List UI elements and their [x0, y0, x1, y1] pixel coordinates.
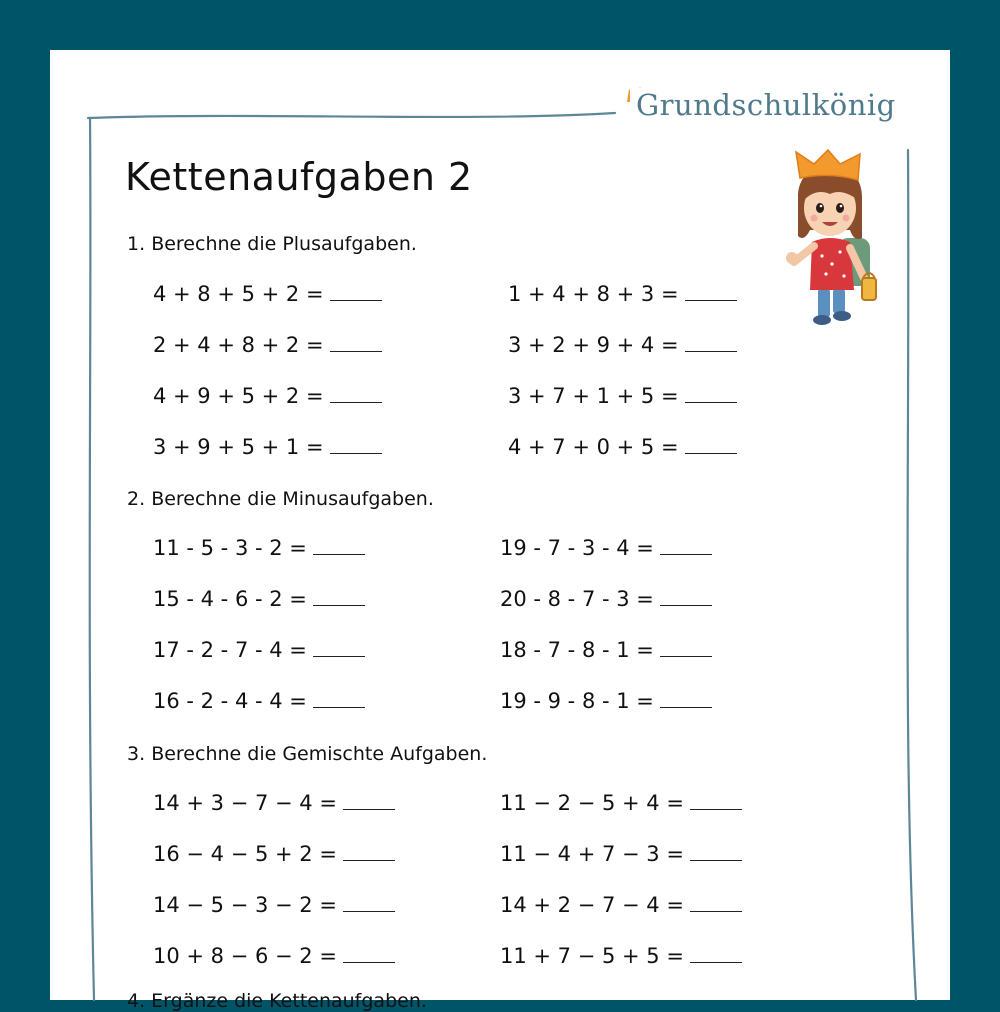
brand-logo-text: Grundschulkönig — [630, 88, 902, 122]
answer-blank[interactable] — [330, 350, 382, 352]
task-3-left-3: 14 − 5 − 3 − 2 = — [153, 893, 395, 917]
answer-blank[interactable] — [660, 604, 712, 606]
page-title: Kettenaufgaben 2 — [125, 155, 473, 199]
answer-blank[interactable] — [685, 299, 737, 301]
answer-blank[interactable] — [343, 808, 395, 810]
answer-blank[interactable] — [330, 299, 382, 301]
task-3-right-2: 11 − 4 + 7 − 3 = — [500, 842, 742, 866]
section-3-heading — [127, 743, 487, 765]
answer-blank[interactable] — [660, 553, 712, 555]
answer-blank[interactable] — [330, 401, 382, 403]
answer-blank[interactable] — [690, 808, 742, 810]
section-3-number: 3. — [127, 743, 146, 765]
section-2-heading-text: Berechne die Minusaufgaben. — [151, 488, 434, 510]
task-2-right-1: 19 - 7 - 3 - 4 = — [500, 536, 712, 560]
task-1-right-3: 3 + 7 + 1 + 5 = — [508, 384, 737, 408]
task-2-left-2: 15 - 4 - 6 - 2 = — [153, 587, 365, 611]
task-1-right-4: 4 + 7 + 0 + 5 = — [508, 435, 737, 459]
task-1-left-2: 2 + 4 + 8 + 2 = — [153, 333, 382, 357]
task-1-left-4: 3 + 9 + 5 + 1 = — [153, 435, 382, 459]
section-1-heading — [127, 233, 417, 255]
task-2-left-1: 11 - 5 - 3 - 2 = — [153, 536, 365, 560]
answer-blank[interactable] — [330, 452, 382, 454]
answer-blank[interactable] — [685, 350, 737, 352]
task-3-right-1: 11 − 2 − 5 + 4 = — [500, 791, 742, 815]
task-1-left-3: 4 + 9 + 5 + 2 = — [153, 384, 382, 408]
task-1-right-1: 1 + 4 + 8 + 3 = — [508, 282, 737, 306]
child-explorer-illustration-icon — [770, 150, 890, 330]
section-3-heading-text: Berechne die Gemischte Aufgaben. — [151, 743, 488, 765]
task-2-left-4: 16 - 2 - 4 - 4 = — [153, 689, 365, 713]
answer-blank[interactable] — [685, 452, 737, 454]
task-3-left-2: 16 − 4 − 5 + 2 = — [153, 842, 395, 866]
answer-blank[interactable] — [313, 706, 365, 708]
task-1-right-2: 3 + 2 + 9 + 4 = — [508, 333, 737, 357]
worksheet-page — [50, 50, 950, 1012]
answer-blank[interactable] — [660, 706, 712, 708]
task-3-left-1: 14 + 3 − 7 − 4 = — [153, 791, 395, 815]
answer-blank[interactable] — [313, 655, 365, 657]
task-3-right-3: 14 + 2 − 7 − 4 = — [500, 893, 742, 917]
task-2-left-3: 17 - 2 - 7 - 4 = — [153, 638, 365, 662]
task-2-right-4: 19 - 9 - 8 - 1 = — [500, 689, 712, 713]
answer-blank[interactable] — [690, 961, 742, 963]
answer-blank[interactable] — [313, 553, 365, 555]
section-1-number: 1. — [127, 233, 146, 255]
answer-blank[interactable] — [685, 401, 737, 403]
task-3-right-4: 11 + 7 − 5 + 5 = — [500, 944, 742, 968]
task-2-right-2: 20 - 8 - 7 - 3 = — [500, 587, 712, 611]
answer-blank[interactable] — [343, 859, 395, 861]
answer-blank[interactable] — [313, 604, 365, 606]
task-2-right-3: 18 - 7 - 8 - 1 = — [500, 638, 712, 662]
answer-blank[interactable] — [343, 961, 395, 963]
answer-blank[interactable] — [660, 655, 712, 657]
section-1-heading-text: Berechne die Plusaufgaben. — [151, 233, 417, 255]
task-1-left-1: 4 + 8 + 5 + 2 = — [153, 282, 382, 306]
section-2-number: 2. — [127, 488, 146, 510]
section-4-heading-cutoff: 4. Ergänze die Kettenaufgaben. — [127, 990, 427, 1012]
answer-blank[interactable] — [690, 859, 742, 861]
answer-blank[interactable] — [343, 910, 395, 912]
answer-blank[interactable] — [690, 910, 742, 912]
task-3-left-4: 10 + 8 − 6 − 2 = — [153, 944, 395, 968]
section-2-heading — [127, 488, 434, 510]
